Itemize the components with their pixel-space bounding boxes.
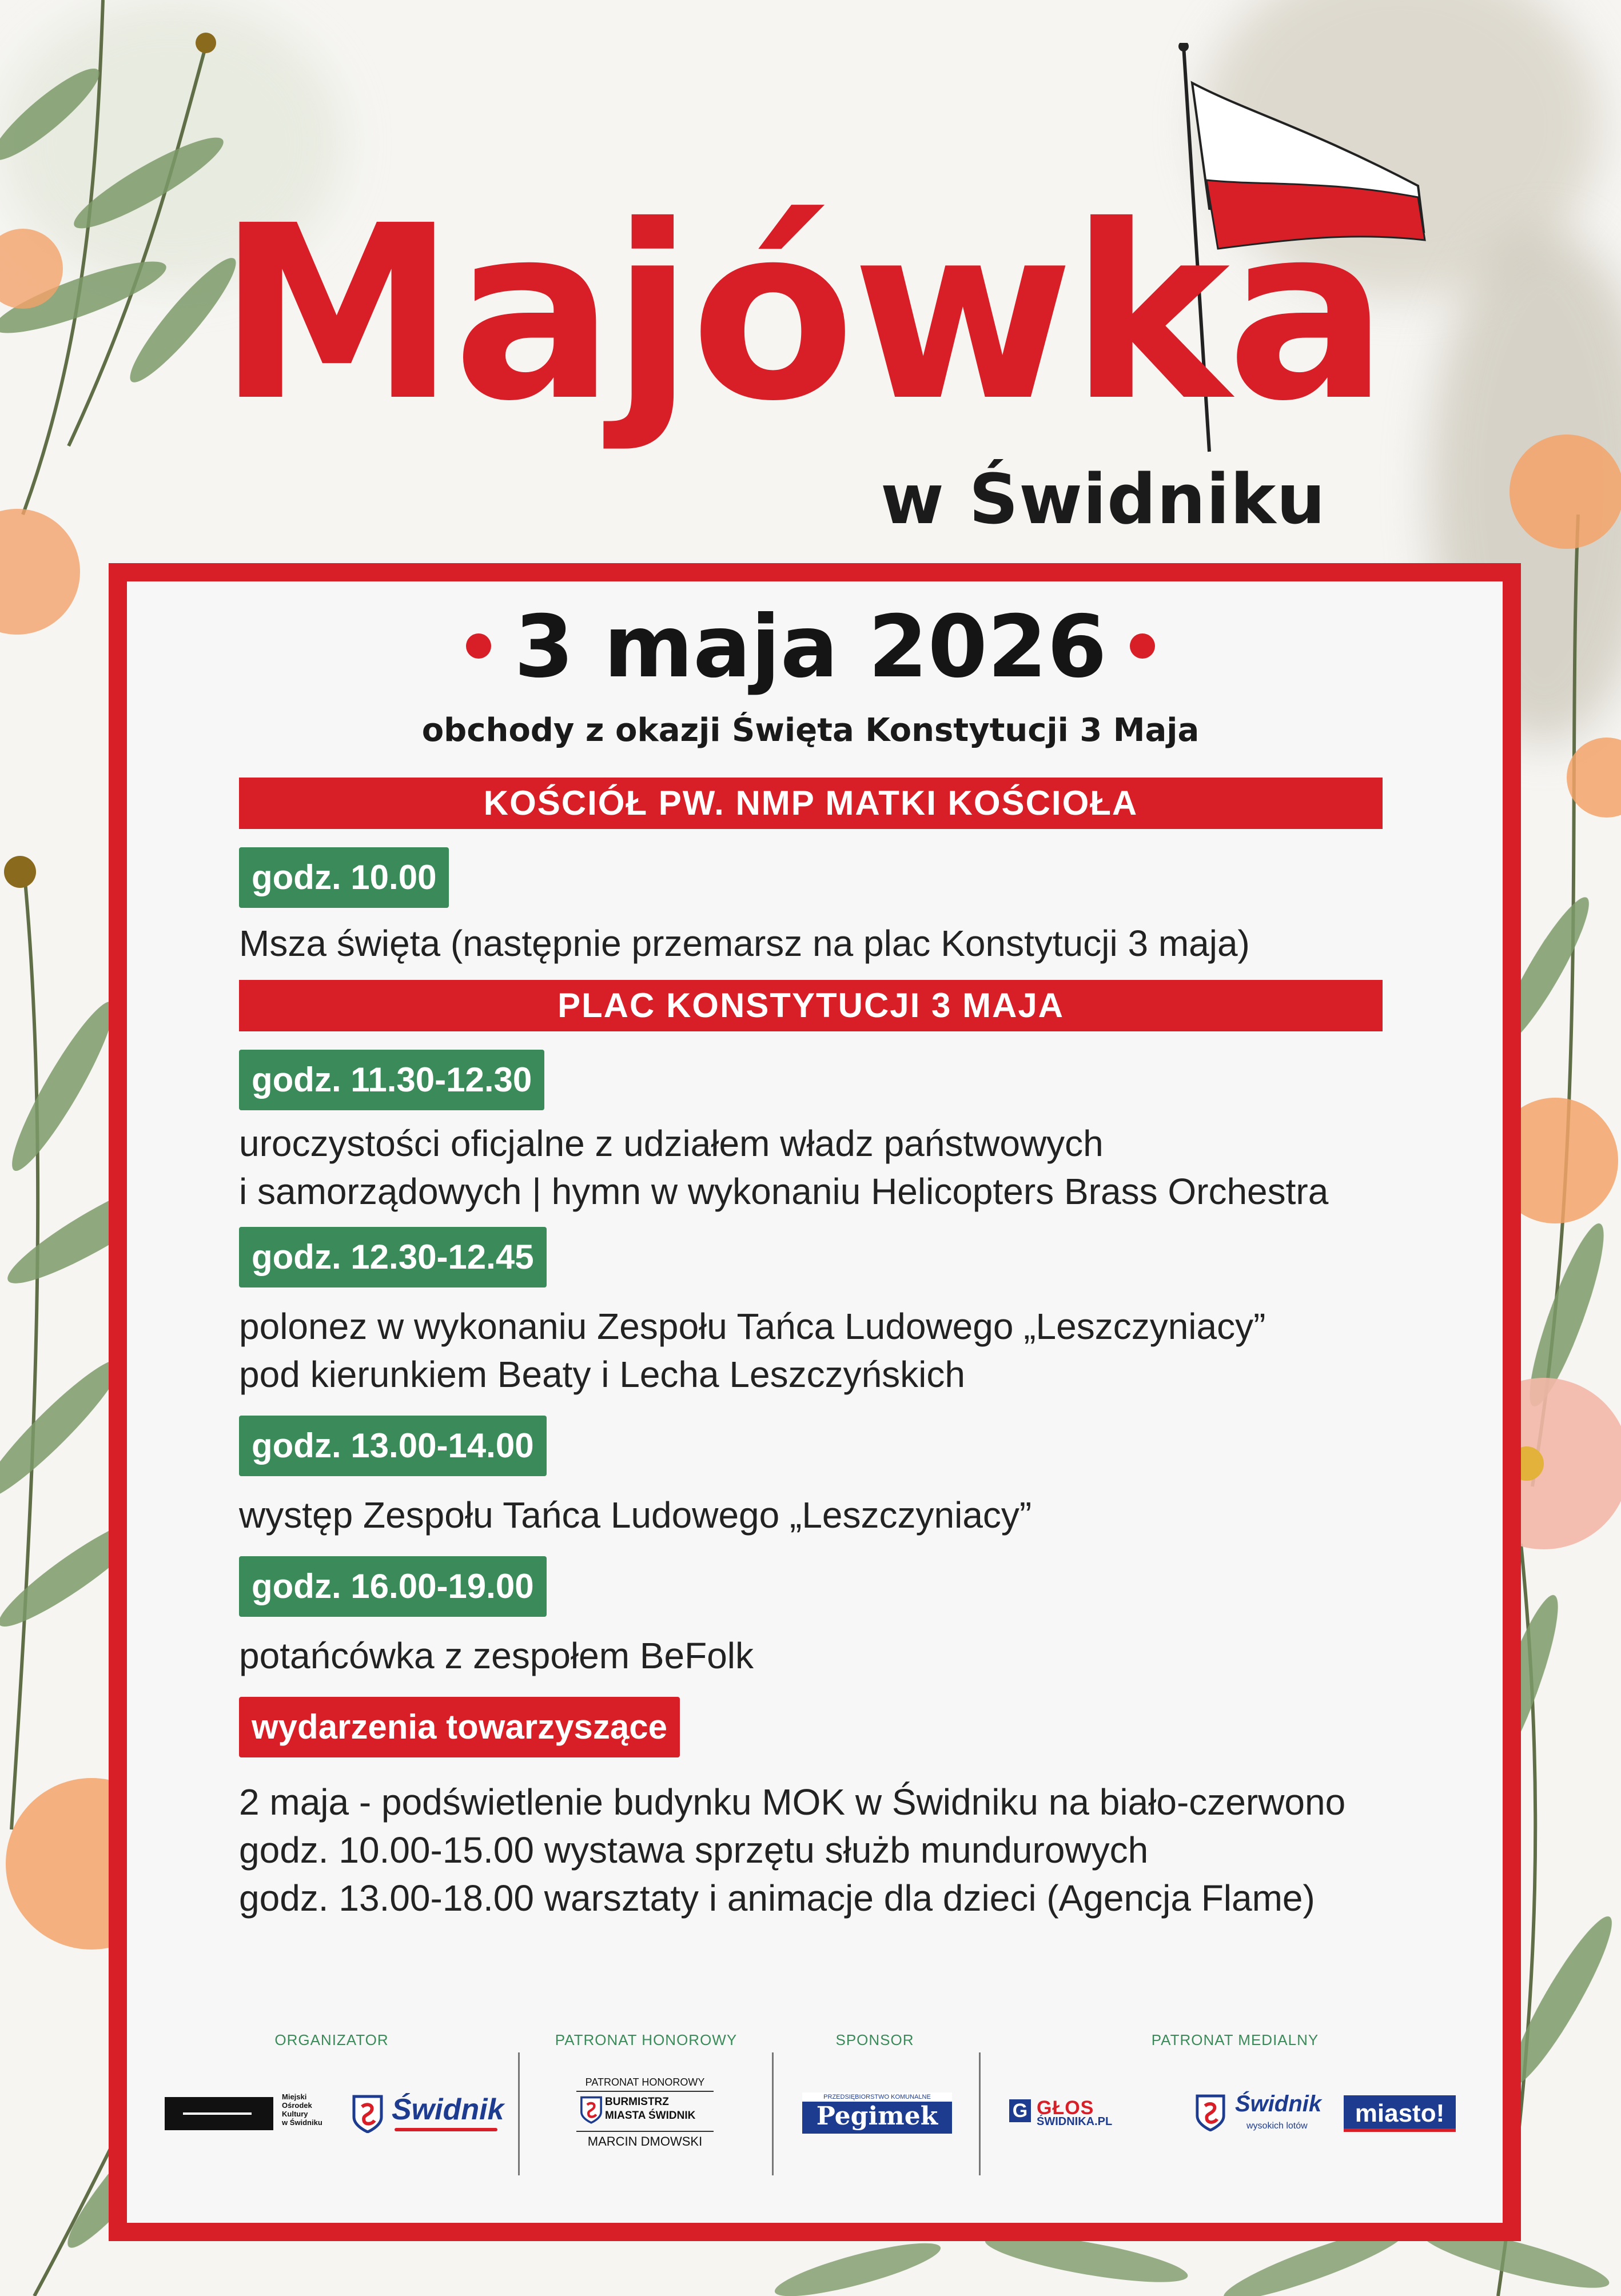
mok-logo — [165, 2097, 273, 2130]
event-description — [239, 1302, 1383, 1398]
event-date-row — [0, 597, 1621, 697]
event-date: 3 maja 2026 — [514, 597, 1107, 697]
mok-logo-line: Ośrodek — [282, 2101, 312, 2110]
swidnik-crest-icon — [352, 2094, 384, 2133]
event-item — [239, 847, 1383, 967]
event-description — [239, 1491, 1383, 1539]
event-description — [239, 1119, 1383, 1215]
event-item — [239, 1050, 1383, 1215]
organizer-label: ORGANIZATOR — [274, 2031, 389, 2048]
event-tagline: obchody z okazji Święta Konstytucji 3 Maja — [421, 712, 1200, 749]
footer-divider — [772, 2052, 774, 2175]
honorary-box-name: MARCIN DMOWSKI — [587, 2134, 703, 2148]
section-band-square: PLAC KONSTYTUCJI 3 MAJA — [239, 980, 1383, 1031]
event-description-line: uroczystości oficjalne z udziałem władz państwowych — [239, 1123, 1104, 1164]
footer-divider — [979, 2052, 981, 2175]
event-description-line: i samorządowych | hymn w wykonaniu Helicopters Brass Orchestra — [239, 1171, 1329, 1212]
event-time: godz. 13.00-14.00 — [239, 1416, 547, 1476]
event-description-line: potańcówka z zespołem BeFolk — [239, 1635, 754, 1676]
side-event-line: godz. 10.00-15.00 wystawa sprzętu służb mundurowych — [239, 1829, 1149, 1871]
event-item — [239, 1227, 1383, 1398]
red-dot-icon — [466, 633, 491, 659]
honorary-patronage-logo — [576, 2076, 714, 2149]
event-time: godz. 12.30-12.45 — [239, 1227, 547, 1287]
honorary-box-line: BURMISTRZ — [605, 2096, 669, 2108]
swidnik-media-logo-text: Świdnik — [1235, 2091, 1322, 2116]
section-band-church: KOŚCIÓŁ PW. NMP MATKI KOŚCIOŁA — [239, 778, 1383, 829]
glos-logo-sub: ŚWIDNIKA.PL — [1037, 2115, 1113, 2128]
mok-logo-line: Kultury — [282, 2110, 308, 2118]
event-description — [239, 919, 1383, 967]
poster-subtitle: w Świdniku — [881, 460, 1326, 540]
event-time: godz. 16.00-19.00 — [239, 1556, 547, 1617]
swidnik-crest-icon — [1195, 2094, 1226, 2131]
footer-divider — [518, 2052, 520, 2175]
glos-swidnika-logo: G GŁOS ŚWIDNIKA.PL — [1009, 2099, 1031, 2122]
honorary-patronage-label: PATRONAT HONOROWY — [555, 2031, 738, 2048]
event-description-line: polonez w wykonaniu Zespołu Tańca Ludowego „Leszczyniacy” — [239, 1306, 1266, 1347]
side-events-list — [239, 1778, 1383, 1922]
pegimek-logo — [802, 2092, 952, 2134]
pegimek-top-text: PRZEDSIĘBIORSTWO KOMUNALNE — [802, 2092, 952, 2102]
honorary-box-rule — [576, 2091, 714, 2092]
event-description-line: pod kierunkiem Beaty i Lecha Leszczyńskich — [239, 1354, 965, 1395]
swidnik-media-logo-sub: wysokich lotów — [1246, 2121, 1308, 2131]
event-description — [239, 1632, 1383, 1680]
media-patronage-label: PATRONAT MEDIALNY — [1151, 2031, 1319, 2048]
honorary-box-rule — [576, 2131, 714, 2132]
event-item — [239, 1416, 1383, 1539]
swidnik-logo-text: Świdnik — [392, 2093, 504, 2126]
pegimek-name: Pegimek — [816, 2102, 938, 2131]
side-event-line: 2 maja - podświetlenie budynku MOK w Świdniku na biało-czerwono — [239, 1781, 1346, 1823]
mok-logo-line: w Świdniku — [282, 2118, 322, 2127]
event-description-line: Msza święta (następnie przemarsz na plac Konstytucji 3 maja) — [239, 923, 1250, 964]
swidnik-logo-underline — [395, 2128, 497, 2131]
sponsor-label: SPONSOR — [835, 2031, 914, 2048]
event-time: godz. 11.30-12.30 — [239, 1050, 544, 1110]
side-events — [239, 1697, 1383, 1922]
glos-logo-text: GŁOS — [1037, 2097, 1094, 2119]
honorary-box-top: PATRONAT HONOROWY — [585, 2076, 705, 2088]
program-list — [239, 778, 1383, 1922]
mok-logo-line: Miejski — [282, 2092, 307, 2101]
miasto-logo: miasto! — [1344, 2095, 1456, 2132]
event-description-line: występ Zespołu Tańca Ludowego „Leszczyniacy” — [239, 1494, 1032, 1536]
event-time: godz. 10.00 — [239, 847, 449, 908]
swidnik-crest-icon — [580, 2095, 603, 2124]
red-dot-icon — [1130, 633, 1155, 659]
side-event-line: godz. 13.00-18.00 warsztaty i animacje dla dzieci (Agencja Flame) — [239, 1878, 1315, 1919]
honorary-box-line: MIASTA ŚWIDNIK — [605, 2110, 696, 2122]
poster-title: Majówka — [217, 174, 1385, 454]
event-item — [239, 1556, 1383, 1680]
mok-logo-text — [282, 2092, 322, 2127]
side-events-label: wydarzenia towarzyszące — [239, 1697, 680, 1757]
